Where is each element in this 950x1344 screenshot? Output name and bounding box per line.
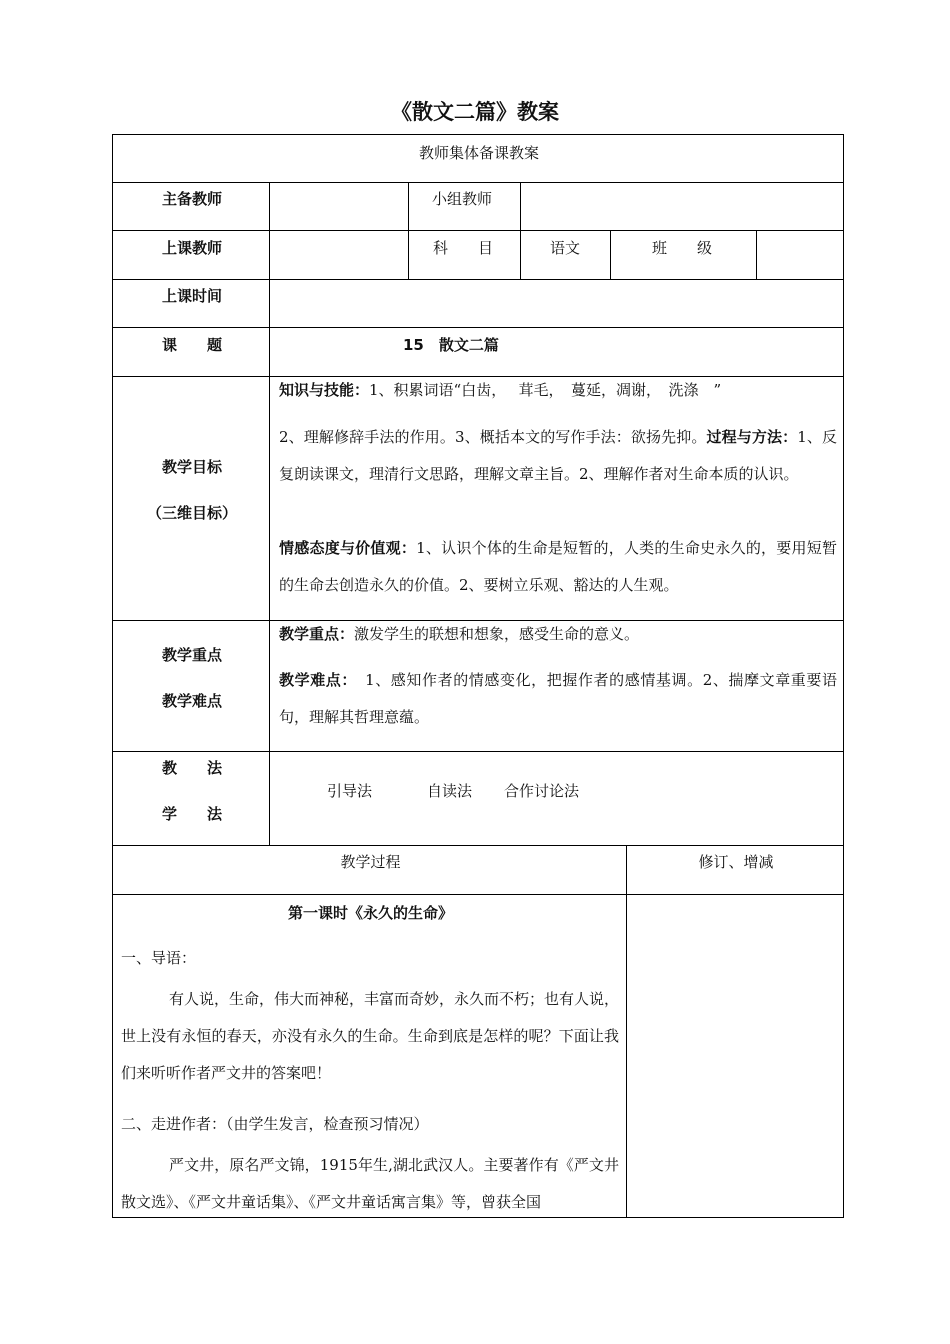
learning-method-label: 学 法 — [161, 805, 222, 823]
class-teacher-label: 上课教师 — [161, 239, 222, 257]
method-discussion: 合作讨论法 — [504, 782, 580, 800]
process-header: 教学过程 — [340, 853, 401, 871]
emotion-values-text: 1、认识个体的生命是短暂的，人类的生命史永久的，要用短暂的生命去创造永久的价值。2、要树立乐观、豁达的人生观。 — [279, 539, 837, 594]
time-label: 上课时间 — [161, 287, 222, 305]
difficulties-title: 教学难点： — [279, 671, 350, 689]
emotion-values-label: 情感态度与价值观： — [279, 539, 417, 557]
group-teacher-value-cell — [520, 182, 844, 231]
subject-label: 科 目 — [433, 239, 494, 257]
difficulties — [279, 662, 837, 736]
objectives-process — [279, 419, 837, 493]
difficulties-label: 教学难点 — [161, 692, 222, 710]
method-self-reading: 自读法 — [427, 782, 473, 800]
process-methods-text: 1、反复朗读课文，理清行文思路，理解文章主旨。2、理解作者对生命本质的认识。 — [279, 428, 837, 483]
objectives-label-cell — [112, 376, 270, 621]
topic-value-cell — [269, 327, 844, 377]
revise-content-cell — [626, 894, 844, 1218]
topic-value: 15 散文二篇 — [403, 336, 499, 354]
lead-teacher-label: 主备教师 — [161, 190, 222, 208]
key-points-label: 教学重点 — [161, 646, 222, 664]
objectives-emotion — [279, 530, 837, 604]
group-teacher-label: 小组教师 — [432, 190, 493, 208]
grade-value-cell — [756, 230, 844, 280]
lesson-title: 第一课时《永久的生命》 — [287, 904, 453, 922]
subject-value: 语文 — [550, 239, 581, 257]
method-guided: 引导法 — [327, 782, 373, 800]
author-text: 严文井，原名严文锦，1915年生,湖北武汉人。主要著作有《严文井散文选》、《严文井童话集》、《严文井童话寓言集》等，曾获全国 — [121, 1156, 619, 1211]
key-points-text: 激发学生的联想和想象，感受生命的意义。 — [354, 625, 640, 643]
knowledge-skills-label: 知识与技能： — [279, 381, 370, 399]
objectives-knowledge — [279, 372, 837, 409]
objectives-line2: 2、理解修辞手法的作用。3、概括本文的写作手法：欲扬先抑。 — [279, 428, 707, 446]
topic-label: 课 题 — [161, 336, 222, 354]
objectives-sublabel: （三维目标） — [146, 504, 237, 522]
knowledge-skills-text: 1、积累词语“白齿， 茸毛， 蔓延，凋谢， 洗涤 ” — [369, 381, 722, 399]
revise-header: 修订、增减 — [698, 853, 774, 871]
subtitle: 教师集体备课教案 — [418, 144, 539, 162]
lead-teacher-value-cell — [269, 182, 409, 231]
key-points — [279, 616, 837, 653]
key-points-title: 教学重点： — [279, 625, 355, 643]
difficulties-text: 1、感知作者的情感变化，把握作者的感情基调。2、揣摩文章重要语句，理解其哲理意蕴。 — [279, 671, 837, 726]
teaching-method-label: 教 法 — [161, 759, 222, 777]
intro-text: 有人说，生命，伟大而神秘，丰富而奇妙，永久而不朽；也有人说，世上没有永恒的春天，亦没有永久的生命。生命到底是怎样的呢？下面让我们来听听作者严文井的答案吧！ — [121, 990, 620, 1082]
document-title: 《散文二篇》教案 — [391, 100, 559, 124]
objectives-label: 教学目标 — [161, 458, 222, 476]
class-teacher-value-cell — [269, 230, 409, 280]
intro-heading: 一、导语： — [121, 949, 197, 967]
focus-label-cell — [112, 620, 270, 752]
time-value-cell — [269, 279, 844, 328]
process-methods-label: 过程与方法： — [706, 428, 798, 446]
author-heading: 二、走进作者：（由学生发言，检查预习情况） — [121, 1115, 429, 1133]
grade-label: 班 级 — [652, 239, 713, 257]
